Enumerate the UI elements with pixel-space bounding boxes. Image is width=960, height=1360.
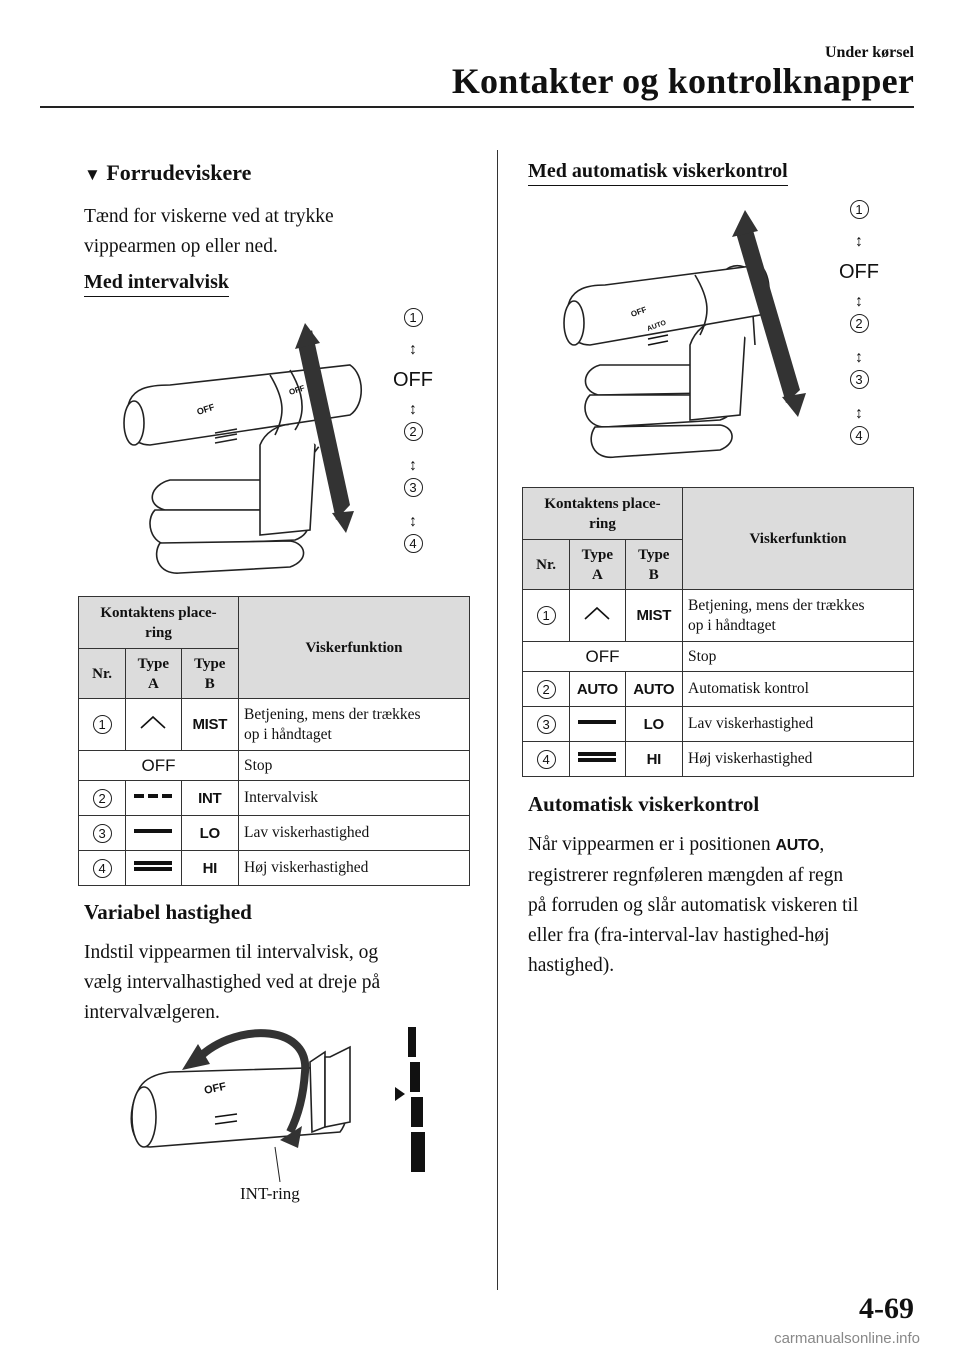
svg-text:AUTO: AUTO (646, 319, 668, 333)
interval-dashes-icon (133, 791, 173, 801)
mist-caret-icon (580, 604, 614, 622)
low-speed-bar-icon (133, 826, 173, 836)
table-row: OFF Stop (79, 751, 470, 781)
table-row: 3 LO Lav viskerhastighed (79, 816, 470, 851)
function-header: Viskerfunktion (683, 488, 914, 590)
vertical-arrow-icon: ↕ (855, 293, 863, 310)
table-row: 2 AUTO AUTO Automatisk kontrol (523, 672, 914, 707)
vertical-arrow-icon: ↕ (409, 513, 417, 530)
type-b-header: Type B (625, 540, 682, 590)
intro-text: Tænd for viskerne ved at trykke vippearmen op eller ned. (84, 206, 334, 257)
type-b-header: Type B (181, 649, 238, 699)
placement-header: Kontaktens place- ring (523, 488, 683, 540)
triangle-bullet-icon: ▼ (84, 165, 101, 184)
vertical-arrow-icon: ↕ (855, 233, 863, 250)
wiper-lever-auto-figure (560, 205, 830, 470)
table-row: 4 HI Høj viskerhastighed (523, 742, 914, 777)
table-row: 1 MIST Betjening, mens der trækkes op i håndtaget (523, 590, 914, 642)
vertical-arrow-icon: ↕ (855, 405, 863, 422)
type-a-header: Type A (570, 540, 625, 590)
speed-scale-icon (395, 1027, 425, 1172)
svg-text:OFF: OFF (203, 1080, 228, 1097)
column-divider (497, 150, 498, 1290)
mist-caret-icon (136, 713, 170, 731)
svg-text:OFF: OFF (195, 401, 216, 417)
variabel-heading: Variabel hastighed (84, 900, 252, 924)
table-row: 1 MIST Betjening, mens der trækkes op i håndtaget (79, 699, 470, 751)
int-ring-label: INT-ring (240, 1184, 300, 1203)
nr-header: Nr. (523, 540, 570, 590)
function-header: Viskerfunktion (239, 597, 470, 699)
vertical-arrow-icon: ↕ (409, 401, 417, 418)
table-row: OFF Stop (523, 642, 914, 672)
wiper-function-table-1 (78, 596, 470, 886)
auto-text: Når vippearmen er i positionen AUTO, registrerer regnføleren mængden af regn på forruden og slår automatisk viskeren til eller fra (fra-interval-lav hastighed-høj hastighed). (528, 834, 859, 976)
subheading-intervalvisk: Med intervalvisk (84, 271, 229, 297)
low-speed-bar-icon (577, 717, 617, 727)
int-ring-figure (120, 1022, 440, 1182)
watermark: carmanualsonline.info (774, 1330, 920, 1347)
type-a-header: Type A (126, 649, 181, 699)
page-title: Kontakter og kontrolknapper (451, 61, 914, 101)
auto-heading: Automatisk viskerkontrol (528, 792, 760, 816)
vertical-arrow-icon: ↕ (409, 457, 417, 474)
high-speed-bars-icon (133, 859, 173, 873)
wiper-function-table-2 (522, 487, 914, 777)
vertical-arrow-icon: ↕ (409, 341, 417, 358)
table-row: 2 INT Intervalvisk (79, 781, 470, 816)
variabel-text: Indstil vippearmen til intervalvisk, og vælg intervalhastighed ved at dreje på intervalvælgeren. (84, 942, 381, 1023)
figure1-position-labels: 1 ↕ OFF ↕ 2 ↕ 3 ↕ 4 (378, 308, 448, 566)
table-row: 4 HI Høj viskerhastighed (79, 851, 470, 886)
page-number: 4-69 (859, 1292, 914, 1325)
table-row: 3 LO Lav viskerhastighed (523, 707, 914, 742)
subheading-auto: Med automatisk viskerkontrol (528, 160, 788, 186)
auto-symbol: AUTO (775, 837, 820, 854)
svg-text:OFF: OFF (287, 383, 306, 397)
placement-header: Kontaktens place- ring (79, 597, 239, 649)
figure2-position-labels: 1 ↕ OFF ↕ 2 ↕ 3 ↕ 4 (824, 200, 894, 458)
header-rule (40, 106, 914, 108)
svg-text:OFF: OFF (629, 304, 648, 319)
section-heading: ▼ Forrudeviskere (84, 160, 252, 185)
section-label: Under kørsel (824, 44, 914, 61)
vertical-arrow-icon: ↕ (855, 349, 863, 366)
nr-header: Nr. (79, 649, 126, 699)
high-speed-bars-icon (577, 750, 617, 764)
